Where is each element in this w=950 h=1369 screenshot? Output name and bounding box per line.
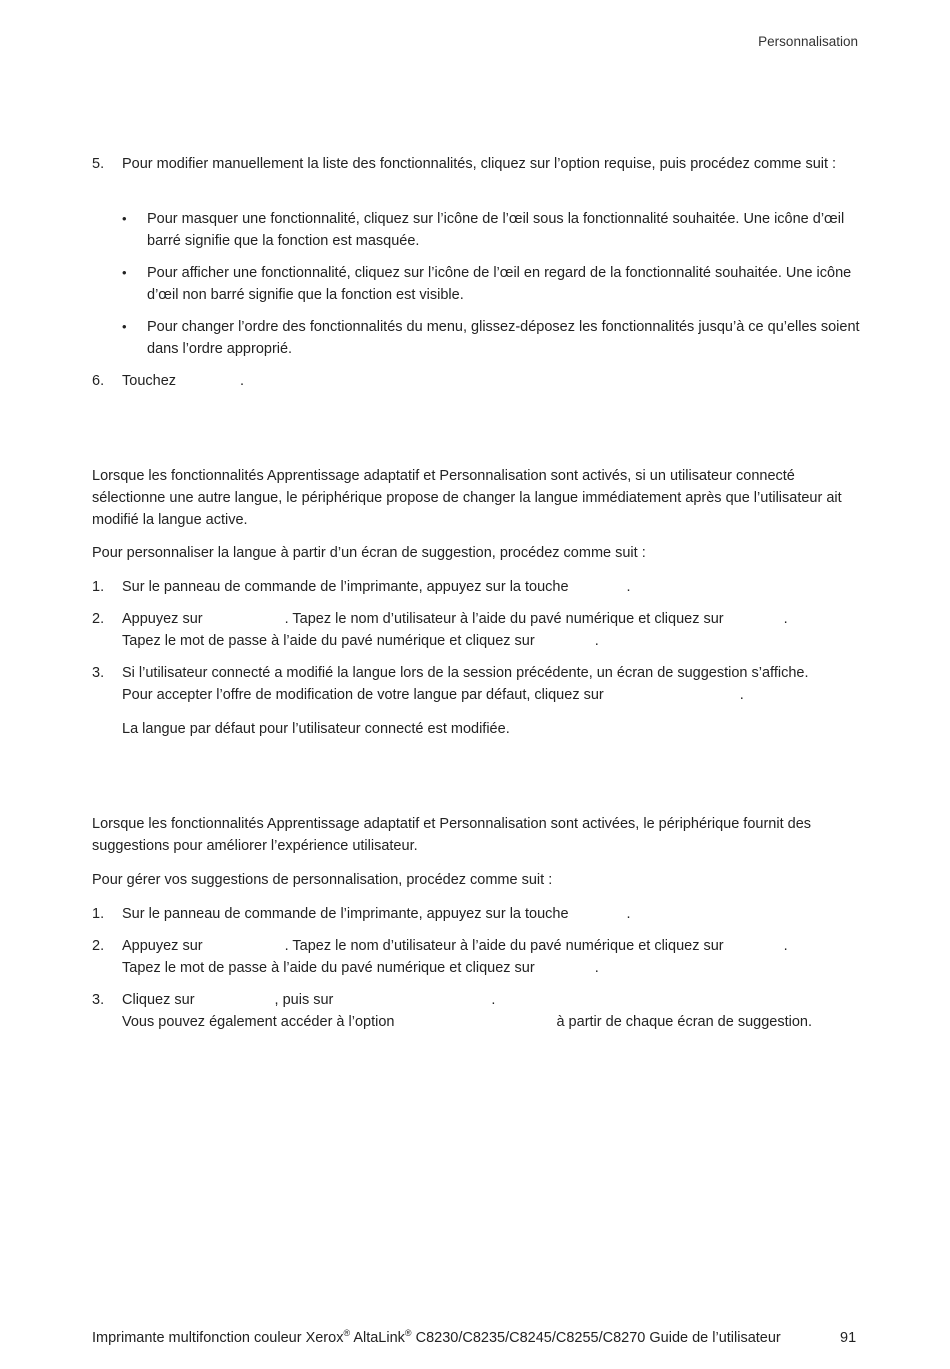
step-number: 1. xyxy=(92,906,105,922)
footer-title: Imprimante multifonction couleur Xerox® AltaLink® C8230/C8235/C8245/C8255/C8270 Guide de l’utilisateur xyxy=(92,1328,781,1346)
bullet-text: Pour changer l’ordre des fonctionnalités du menu, glissez-déposez les fonctionnalités jusqu’à ce qu’elles soient dans l’ordre approprié. xyxy=(147,319,860,357)
bullet-text: Pour afficher une fonctionnalité, cliquez sur l’icône de l’œil en regard de la fonctionnalité souhaitée. Une icône d’œil non barré signifie que la fonction est visible. xyxy=(147,265,852,303)
step-text: Touchez . xyxy=(122,373,245,389)
step-number: 1. xyxy=(92,579,105,595)
bullet-icon: • xyxy=(122,319,127,334)
bullet-icon: • xyxy=(122,265,127,280)
step-text: Appuyez sur . Tapez le nom d’utilisateur à l’aide du pavé numérique et cliquez sur . Tapez le mot de passe à l’aide du pavé numérique et cliquez sur . xyxy=(122,938,788,976)
step-text: Appuyez sur . Tapez le nom d’utilisateur à l’aide du pavé numérique et cliquez sur . Tapez le mot de passe à l’aide du pavé numérique et cliquez sur . xyxy=(122,611,788,649)
step-number: 5. xyxy=(92,156,105,172)
step-number: 2. xyxy=(92,938,105,954)
step-text: Sur le panneau de commande de l’imprimante, appuyez sur la touche . xyxy=(122,579,631,595)
step-number: 3. xyxy=(92,992,105,1008)
step-number: 2. xyxy=(92,611,105,627)
bullet-text: Pour masquer une fonctionnalité, cliquez sur l’icône de l’œil sous la fonctionnalité souhaitée. Une icône d’œil barré signifie que la fonction est masquée. xyxy=(147,211,845,249)
paragraph-lead: Pour personnaliser la langue à partir d’un écran de suggestion, procédez comme suit : xyxy=(92,545,646,561)
step-number: 6. xyxy=(92,373,105,389)
step-text: Si l’utilisateur connecté a modifié la langue lors de la session précédente, un écran de suggestion s’affiche. Pour accepter l’offre de modification de votre langue par défaut, cliquez sur . xyxy=(122,665,809,703)
paragraph-lead: Pour gérer vos suggestions de personnalisation, procédez comme suit : xyxy=(92,872,553,888)
step-text: Sur le panneau de commande de l’imprimante, appuyez sur la touche . xyxy=(122,906,631,922)
step-text: Pour modifier manuellement la liste des fonctionnalités, cliquez sur l’option requise, puis procédez comme suit : xyxy=(122,156,837,172)
step-text: Cliquez sur , puis sur . Vous pouvez également accéder à l’option à partir de chaque écran de suggestion. xyxy=(122,992,813,1030)
running-header: Personnalisation xyxy=(758,34,858,49)
step-number: 3. xyxy=(92,665,105,681)
bullet-icon: • xyxy=(122,211,127,226)
step-result: La langue par défaut pour l’utilisateur connecté est modifiée. xyxy=(122,721,510,737)
paragraph-intro: Lorsque les fonctionnalités Apprentissage adaptatif et Personnalisation sont activées, le périphérique fournit des suggestions pour améliorer l’expérience utilisateur. xyxy=(92,816,812,854)
page-number: 91 xyxy=(840,1330,857,1346)
paragraph-intro: Lorsque les fonctionnalités Apprentissage adaptatif et Personnalisation sont activés, si un utilisateur connecté sélectionne une autre langue, le périphérique propose de changer la langue immédiatement après que l’utilisateur ait modifié la langue active. xyxy=(92,468,842,528)
